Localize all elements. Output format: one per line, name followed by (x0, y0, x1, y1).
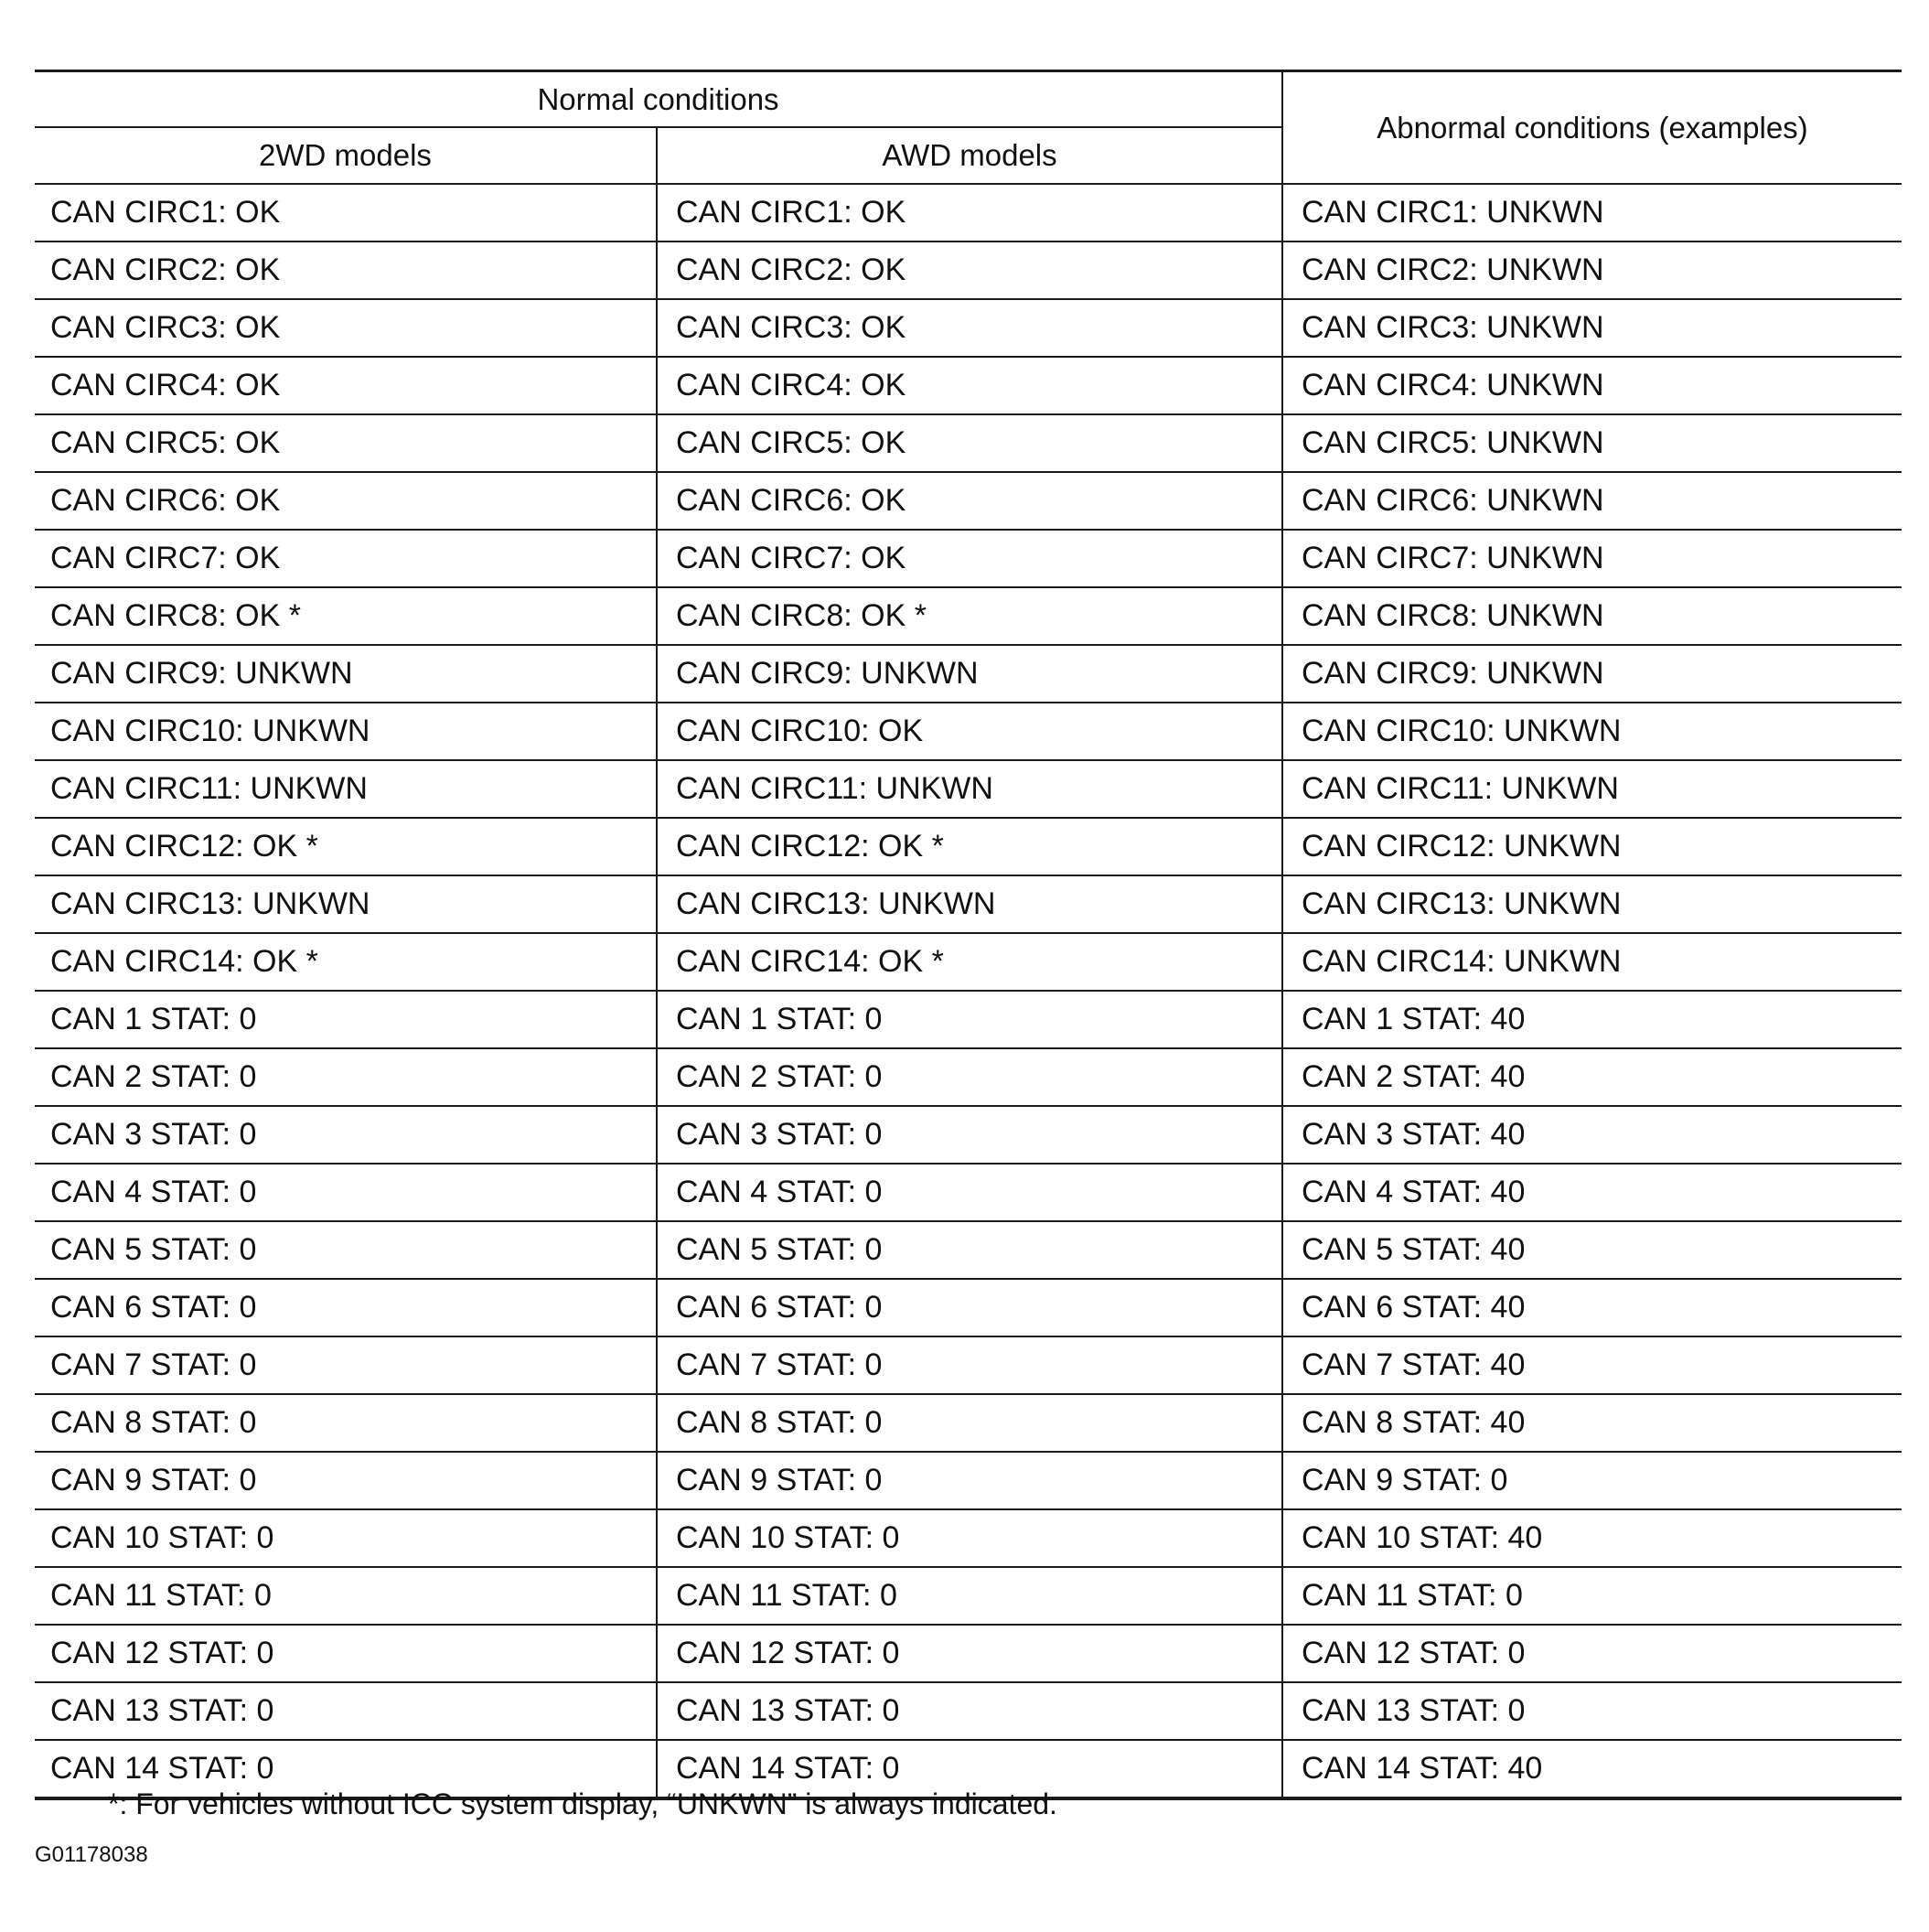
table-row (35, 184, 1902, 242)
cell-abnormal: CAN 12 STAT: 0 (1282, 1625, 1902, 1682)
cell-abnormal: CAN 8 STAT: 40 (1282, 1394, 1902, 1452)
cell-2wd: CAN CIRC1: OK (35, 184, 657, 242)
cell-awd: CAN 2 STAT: 0 (657, 1048, 1282, 1106)
cell-abnormal: CAN CIRC9: UNKWN (1282, 645, 1902, 703)
table-row (35, 875, 1902, 933)
cell-abnormal: CAN CIRC4: UNKWN (1282, 357, 1902, 414)
cell-2wd: CAN CIRC12: OK * (35, 818, 657, 875)
table-row (35, 818, 1902, 875)
cell-2wd: CAN 8 STAT: 0 (35, 1394, 657, 1452)
table-row (35, 933, 1902, 991)
cell-abnormal: CAN CIRC1: UNKWN (1282, 184, 1902, 242)
table-row (35, 1106, 1902, 1164)
cell-awd: CAN 4 STAT: 0 (657, 1164, 1282, 1221)
table-row (35, 530, 1902, 587)
header-row-top (35, 71, 1902, 128)
cell-awd: CAN 13 STAT: 0 (657, 1682, 1282, 1740)
table-row (35, 587, 1902, 645)
cell-2wd: CAN CIRC10: UNKWN (35, 703, 657, 760)
cell-abnormal: CAN CIRC13: UNKWN (1282, 875, 1902, 933)
cell-awd: CAN 1 STAT: 0 (657, 991, 1282, 1048)
cell-abnormal: CAN 6 STAT: 40 (1282, 1279, 1902, 1336)
cell-abnormal: CAN CIRC5: UNKWN (1282, 414, 1902, 472)
cell-awd: CAN CIRC14: OK * (657, 933, 1282, 991)
table-row (35, 299, 1902, 357)
cell-awd: CAN CIRC10: OK (657, 703, 1282, 760)
cell-awd: CAN CIRC11: UNKWN (657, 760, 1282, 818)
cell-awd: CAN 12 STAT: 0 (657, 1625, 1282, 1682)
table-row (35, 1336, 1902, 1394)
table-row (35, 760, 1902, 818)
table-row (35, 1279, 1902, 1336)
cell-awd: CAN 6 STAT: 0 (657, 1279, 1282, 1336)
table-body (35, 184, 1902, 1798)
cell-2wd: CAN 9 STAT: 0 (35, 1452, 657, 1509)
cell-awd: CAN CIRC7: OK (657, 530, 1282, 587)
table-row (35, 1452, 1902, 1509)
cell-2wd: CAN CIRC8: OK * (35, 587, 657, 645)
cell-abnormal: CAN 1 STAT: 40 (1282, 991, 1902, 1048)
cell-2wd: CAN 11 STAT: 0 (35, 1567, 657, 1625)
table-row (35, 1048, 1902, 1106)
cell-abnormal: CAN 10 STAT: 40 (1282, 1509, 1902, 1567)
cell-2wd: CAN 6 STAT: 0 (35, 1279, 657, 1336)
cell-abnormal: CAN CIRC10: UNKWN (1282, 703, 1902, 760)
2wd-models-header: 2WD models (35, 127, 657, 184)
cell-2wd: CAN CIRC9: UNKWN (35, 645, 657, 703)
footnote: *: For vehicles without ICC system display, “UNKWN” is always indicated. (108, 1787, 1057, 1820)
cell-2wd: CAN CIRC13: UNKWN (35, 875, 657, 933)
cell-abnormal: CAN CIRC7: UNKWN (1282, 530, 1902, 587)
table-row (35, 1567, 1902, 1625)
cell-2wd: CAN 14 STAT: 0 (35, 1740, 657, 1798)
cell-awd: CAN CIRC3: OK (657, 299, 1282, 357)
cell-abnormal: CAN 9 STAT: 0 (1282, 1452, 1902, 1509)
table-row (35, 357, 1902, 414)
cell-abnormal: CAN CIRC3: UNKWN (1282, 299, 1902, 357)
cell-awd: CAN CIRC5: OK (657, 414, 1282, 472)
table-row (35, 472, 1902, 530)
cell-abnormal: CAN 5 STAT: 40 (1282, 1221, 1902, 1279)
cell-awd: CAN 3 STAT: 0 (657, 1106, 1282, 1164)
cell-awd: CAN CIRC4: OK (657, 357, 1282, 414)
table-row (35, 414, 1902, 472)
table-row (35, 1164, 1902, 1221)
figure-id: G01178038 (35, 1842, 148, 1867)
cell-abnormal: CAN CIRC11: UNKWN (1282, 760, 1902, 818)
normal-conditions-header: Normal conditions (35, 71, 1282, 128)
can-status-table (35, 70, 1902, 1800)
table-row (35, 991, 1902, 1048)
cell-2wd: CAN 4 STAT: 0 (35, 1164, 657, 1221)
cell-abnormal: CAN 13 STAT: 0 (1282, 1682, 1902, 1740)
cell-2wd: CAN CIRC2: OK (35, 242, 657, 299)
table-header (35, 71, 1902, 185)
abnormal-conditions-header: Abnormal conditions (examples) (1282, 71, 1902, 185)
cell-abnormal: CAN CIRC6: UNKWN (1282, 472, 1902, 530)
table-row (35, 1394, 1902, 1452)
cell-2wd: CAN 2 STAT: 0 (35, 1048, 657, 1106)
cell-2wd: CAN 13 STAT: 0 (35, 1682, 657, 1740)
table-row (35, 1221, 1902, 1279)
cell-abnormal: CAN CIRC8: UNKWN (1282, 587, 1902, 645)
cell-awd: CAN 11 STAT: 0 (657, 1567, 1282, 1625)
cell-awd: CAN CIRC12: OK * (657, 818, 1282, 875)
cell-2wd: CAN CIRC4: OK (35, 357, 657, 414)
cell-awd: CAN 14 STAT: 0 (657, 1740, 1282, 1798)
cell-2wd: CAN CIRC3: OK (35, 299, 657, 357)
cell-awd: CAN CIRC6: OK (657, 472, 1282, 530)
table-row (35, 1682, 1902, 1740)
cell-abnormal: CAN CIRC12: UNKWN (1282, 818, 1902, 875)
cell-2wd: CAN CIRC7: OK (35, 530, 657, 587)
can-diagnosis-sheet (35, 70, 1902, 1800)
awd-models-header: AWD models (657, 127, 1282, 184)
table-row (35, 242, 1902, 299)
cell-abnormal: CAN 2 STAT: 40 (1282, 1048, 1902, 1106)
cell-2wd: CAN 12 STAT: 0 (35, 1625, 657, 1682)
cell-awd: CAN 8 STAT: 0 (657, 1394, 1282, 1452)
cell-2wd: CAN 5 STAT: 0 (35, 1221, 657, 1279)
table-row (35, 1509, 1902, 1567)
cell-2wd: CAN CIRC11: UNKWN (35, 760, 657, 818)
cell-2wd: CAN CIRC5: OK (35, 414, 657, 472)
cell-2wd: CAN 1 STAT: 0 (35, 991, 657, 1048)
cell-abnormal: CAN 11 STAT: 0 (1282, 1567, 1902, 1625)
cell-2wd: CAN 7 STAT: 0 (35, 1336, 657, 1394)
cell-2wd: CAN CIRC14: OK * (35, 933, 657, 991)
cell-awd: CAN 9 STAT: 0 (657, 1452, 1282, 1509)
cell-2wd: CAN 3 STAT: 0 (35, 1106, 657, 1164)
cell-abnormal: CAN CIRC2: UNKWN (1282, 242, 1902, 299)
cell-awd: CAN CIRC1: OK (657, 184, 1282, 242)
cell-awd: CAN 7 STAT: 0 (657, 1336, 1282, 1394)
cell-awd: CAN 10 STAT: 0 (657, 1509, 1282, 1567)
cell-abnormal: CAN 4 STAT: 40 (1282, 1164, 1902, 1221)
cell-awd: CAN CIRC2: OK (657, 242, 1282, 299)
cell-awd: CAN 5 STAT: 0 (657, 1221, 1282, 1279)
cell-awd: CAN CIRC13: UNKWN (657, 875, 1282, 933)
cell-abnormal: CAN 7 STAT: 40 (1282, 1336, 1902, 1394)
cell-awd: CAN CIRC8: OK * (657, 587, 1282, 645)
table-row (35, 1625, 1902, 1682)
cell-2wd: CAN CIRC6: OK (35, 472, 657, 530)
cell-abnormal: CAN 14 STAT: 40 (1282, 1740, 1902, 1798)
table-row (35, 703, 1902, 760)
cell-awd: CAN CIRC9: UNKWN (657, 645, 1282, 703)
table-row (35, 645, 1902, 703)
cell-abnormal: CAN 3 STAT: 40 (1282, 1106, 1902, 1164)
cell-abnormal: CAN CIRC14: UNKWN (1282, 933, 1902, 991)
cell-2wd: CAN 10 STAT: 0 (35, 1509, 657, 1567)
